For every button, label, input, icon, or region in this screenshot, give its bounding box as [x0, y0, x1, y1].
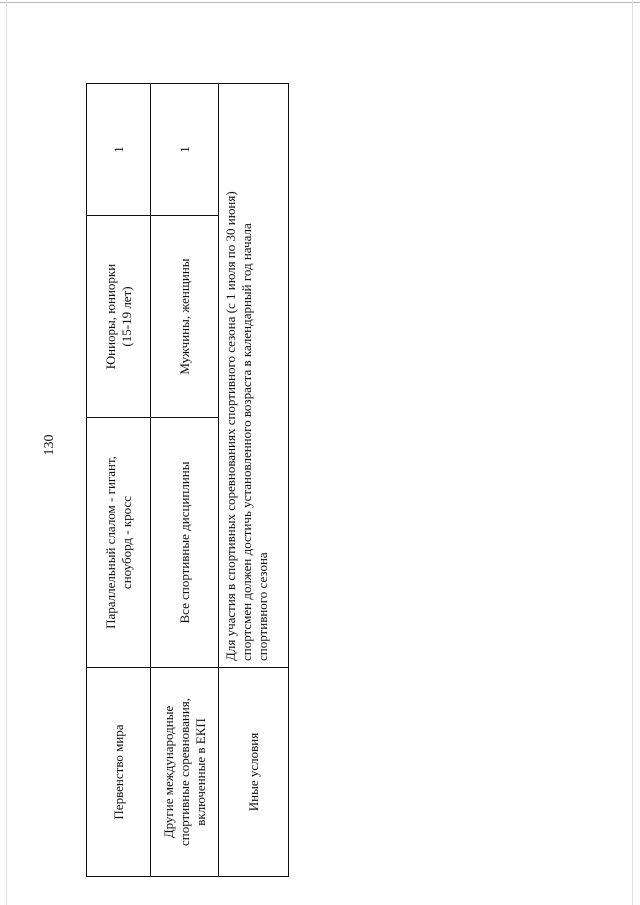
count-cell: 1	[151, 84, 219, 216]
page-number: 130	[42, 434, 57, 456]
age-group-cell: Юниоры, юниорки (15-19 лет)	[87, 216, 151, 418]
document-sheet	[40, 0, 640, 905]
other-conditions-text: Для участия в спортивных соревнованиях спортивного сезона (с 1 июля по 30 июня) спортсмен должен достичь установленного возраста в календарный год начала спортивного сезона	[219, 84, 289, 668]
age-group-cell: Мужчины, женщины	[151, 216, 219, 418]
discipline-cell: Все спортивные дисциплины	[151, 418, 219, 668]
page-edge-left	[6, 0, 7, 905]
competition-age-table	[86, 83, 289, 877]
discipline-cell: Параллельный слалом - гигант, сноуборд - кросс	[87, 418, 151, 668]
other-conditions-label: Иные условия	[219, 668, 289, 877]
table-row	[219, 84, 289, 877]
table-row	[151, 84, 219, 877]
table-row	[87, 84, 151, 877]
count-cell: 1	[87, 84, 151, 216]
event-cell: Другие международные спортивные соревнования, включенные в ЕКП	[151, 668, 219, 877]
event-cell: Первенство мира	[87, 668, 151, 877]
